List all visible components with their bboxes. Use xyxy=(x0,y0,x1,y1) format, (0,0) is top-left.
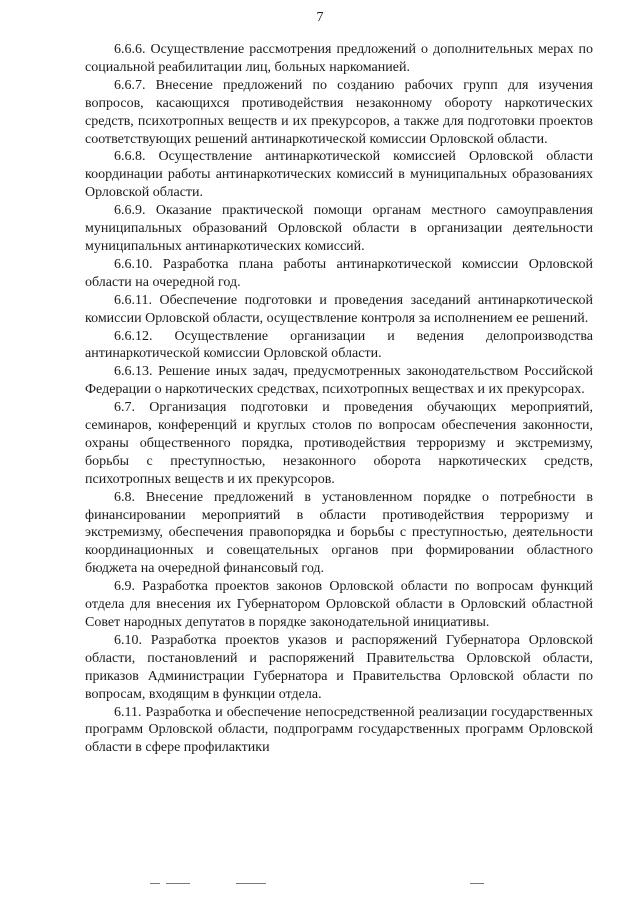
scan-artifact-line xyxy=(236,883,266,884)
page-number: 7 xyxy=(316,10,324,25)
paragraph-6-6-9: 6.6.9. Оказание практической помощи органам местного самоуправления муниципальных образований Орловской области в организации деятельности муниципальных антинаркотических комиссий. xyxy=(85,203,593,254)
paragraph-6-10: 6.10. Разработка проектов указов и распоряжений Губернатора Орловской области, постановлений и распоряжений Правительства Орловской области, приказов Администрации Губернатора и Правительства Орловской области по вопросам, входящим в функции отдела. xyxy=(85,632,593,702)
paragraph-6-6-8: 6.6.8. Осуществление антинаркотической комиссией Орловской области координации работы антинаркотических комиссий в муниципальных образованиях Орловской области. xyxy=(85,149,593,201)
paragraph-6-8: 6.8. Внесение предложений в установленном порядке о потребности в финансировании мероприятий в области противодействия терроризму и экстремизму, обеспечения правопорядка и борьбы с преступностью, деятельности координационных и совещательных органов при формировании областного бюджета на очередной финансовый год. xyxy=(85,489,593,577)
paragraph-6-6-13: 6.6.13. Решение иных задач, предусмотренных законодательством Российской Федерации о наркотических средствах, психотропных веществах и их прекурсорах. xyxy=(85,364,593,398)
scan-artifact-line xyxy=(150,883,160,884)
document-body xyxy=(85,41,593,757)
paragraph-6-11: 6.11. Разработка и обеспечение непосредственной реализации государственных программ Орловской области, подпрограмм государственных программ Орловской области в сфере профилактики xyxy=(85,704,593,756)
paragraph-6-6-6: 6.6.6. Осуществление рассмотрения предложений о дополнительных мерах по социальной реабилитации лиц, больных наркоманией. xyxy=(85,42,593,75)
paragraph-6-6-10: 6.6.10. Разработка плана работы антинаркотической комиссии Орловской области на очередной год. xyxy=(85,256,593,290)
paragraph-6-6-11: 6.6.11. Обеспечение подготовки и проведения заседаний антинаркотической комиссии Орловской области, осуществление контроля за исполнением ее решений. xyxy=(85,292,593,326)
paragraph-6-6-7: 6.6.7. Внесение предложений по созданию рабочих групп для изучения вопросов, касающихся противодействия незаконному обороту наркотических средств, психотропных веществ и их прекурсоров, а также для подготовки проектов соответствующих решений антинаркотической комиссии Орловской области. xyxy=(85,77,593,147)
paragraph-6-7: 6.7. Организация подготовки и проведения обучающих мероприятий, семинаров, конференций и круглых столов по вопросам обеспечения законности, охраны общественного порядка, противодействия терроризму и экстремизму, борьбы с преступностью, незаконного оборота наркотических средств, психотропных веществ и их прекурсоров. xyxy=(85,400,593,487)
scan-artifact-line xyxy=(470,883,484,884)
paragraph-6-9: 6.9. Разработка проектов законов Орловской области по вопросам функций отдела для внесения их Губернатором Орловской области в Орловский областной Совет народных депутатов в порядке законодательной инициативы. xyxy=(85,579,593,630)
scan-artifact-line xyxy=(166,883,190,884)
paragraph-6-6-12: 6.6.12. Осуществление организации и ведения делопроизводства антинаркотической комиссии Орловской области. xyxy=(85,328,593,362)
